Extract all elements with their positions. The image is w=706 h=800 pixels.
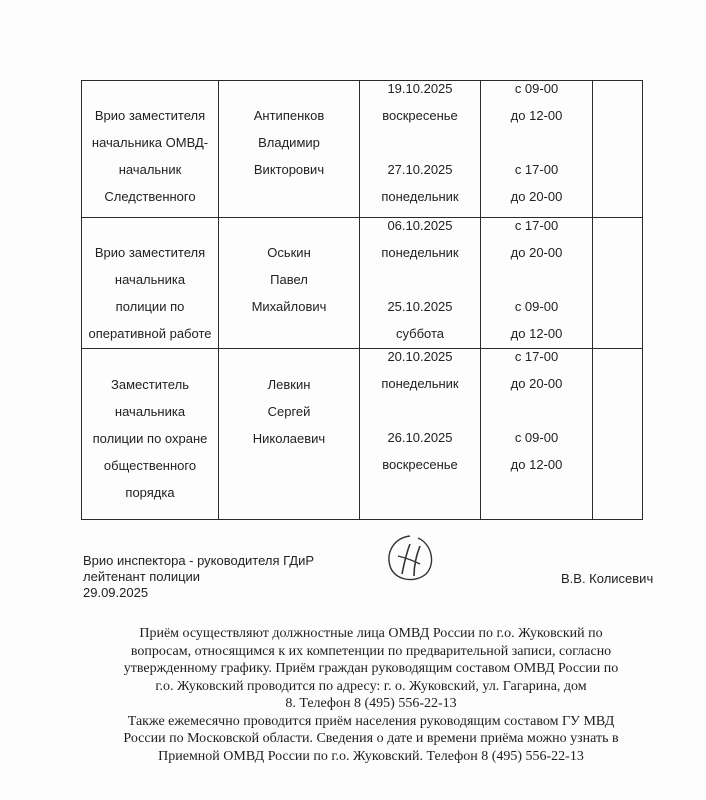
position-cell	[82, 81, 219, 218]
time-from: с 09-00	[514, 81, 559, 96]
date-text: 26.10.2025	[387, 430, 453, 445]
time-to: до 12-00	[510, 457, 563, 472]
patronymic: Николаевич	[252, 431, 326, 446]
name-cell	[219, 349, 360, 520]
first-name: Сергей	[267, 404, 311, 419]
weekday-text: понедельник	[381, 189, 459, 204]
date-text: 19.10.2025	[387, 81, 453, 96]
signature-block	[83, 553, 314, 601]
position-line: порядка	[125, 485, 175, 500]
time-to: до 20-00	[510, 245, 563, 260]
position-line: начальника	[114, 272, 186, 287]
notice-line: утвержденному графику. Приём граждан руководящим составом ОМВД России по	[123, 661, 619, 676]
position-line: Врио заместителя	[94, 108, 206, 123]
position-line: начальник	[118, 162, 182, 177]
notice-line: России по Московской области. Сведения о дате и времени приёма можно узнать в	[123, 731, 619, 746]
date-text: 06.10.2025	[387, 218, 453, 233]
notes-cell	[593, 349, 643, 520]
time-cell	[481, 349, 593, 520]
weekday-text: понедельник	[381, 376, 459, 391]
position-cell	[82, 218, 219, 349]
signer-title: Врио инспектора - руководителя ГДиР	[83, 553, 315, 568]
table-row	[82, 218, 643, 349]
time-cell	[481, 81, 593, 218]
table-row	[82, 81, 643, 218]
time-to: до 20-00	[510, 376, 563, 391]
weekday-text: воскресенье	[382, 457, 458, 472]
notice-paragraph	[76, 625, 666, 765]
patronymic: Викторович	[253, 162, 325, 177]
position-cell	[82, 349, 219, 520]
date-text: 20.10.2025	[387, 349, 453, 364]
name-cell	[219, 81, 360, 218]
patronymic: Михайлович	[251, 299, 327, 314]
time-from: с 09-00	[514, 299, 559, 314]
date-text: 27.10.2025	[387, 162, 453, 177]
weekday-text: понедельник	[381, 245, 459, 260]
position-line: начальника	[114, 404, 186, 419]
notice-line: Также ежемесячно проводится приём населения руководящим составом ГУ МВД	[127, 713, 615, 729]
time-to: до 12-00	[510, 326, 563, 341]
notice-line: Приём осуществляют должностные лица ОМВД России по г.о. Жуковский по	[139, 626, 603, 641]
signer-rank: лейтенант полиции	[83, 569, 201, 584]
time-to: до 20-00	[510, 189, 563, 204]
time-from: с 09-00	[514, 430, 559, 445]
notice-line: Приемной ОМВД России по г.о. Жуковский. Телефон 8 (495) 556-22-13	[158, 748, 584, 764]
date-cell	[360, 81, 481, 218]
position-line: Заместитель	[111, 377, 189, 392]
notes-cell	[593, 81, 643, 218]
position-line: полиции по	[115, 299, 185, 314]
position-line: Следственного	[104, 189, 196, 204]
notice-line: вопросам, относящимся к их компетенции по предварительной записи, согласно	[130, 643, 612, 659]
surname: Левкин	[267, 377, 311, 392]
first-name: Владимир	[258, 135, 320, 150]
weekday-text: воскресенье	[382, 108, 458, 123]
position-line: Врио заместителя	[94, 245, 206, 260]
signer-name: В.В. Колисевич	[561, 571, 654, 586]
time-from: с 17-00	[514, 218, 559, 233]
date-text: 25.10.2025	[387, 299, 453, 314]
reception-schedule-table	[81, 80, 643, 520]
position-line: полиции по охране	[92, 431, 208, 446]
position-line: оперативной работе	[88, 326, 212, 341]
position-line: общественного	[103, 458, 197, 473]
notes-cell	[593, 218, 643, 349]
surname: Антипенков	[253, 108, 325, 123]
name-cell	[219, 218, 360, 349]
document-date: 29.09.2025	[83, 585, 149, 600]
time-from: с 17-00	[514, 349, 559, 364]
position-line: начальника ОМВД-	[91, 135, 209, 150]
time-cell	[481, 218, 593, 349]
first-name: Павел	[270, 272, 308, 287]
surname: Оськин	[267, 245, 311, 260]
time-to: до 12-00	[510, 108, 563, 123]
notice-line: г.о. Жуковский проводится по адресу: г. о. Жуковский, ул. Гагарина, дом	[155, 678, 587, 694]
notice-line: 8. Телефон 8 (495) 556-22-13	[285, 696, 457, 711]
time-from: с 17-00	[514, 162, 559, 177]
handwritten-signature-icon	[380, 530, 440, 586]
date-cell	[360, 218, 481, 349]
table-row	[82, 349, 643, 520]
date-cell	[360, 349, 481, 520]
weekday-text: суббота	[395, 326, 445, 341]
